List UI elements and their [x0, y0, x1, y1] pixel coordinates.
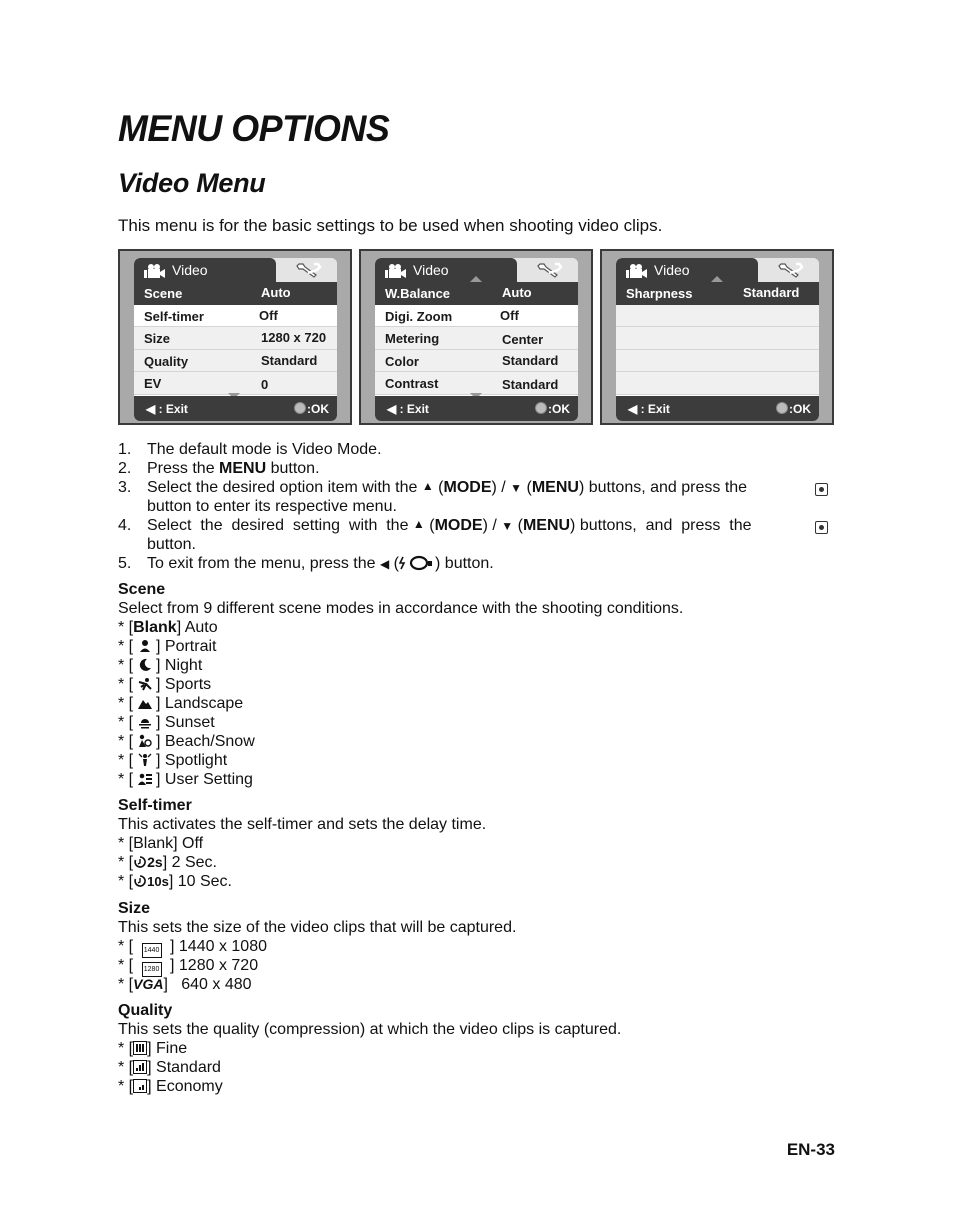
item-label: 1280 x 720 — [178, 957, 259, 974]
menu-row-quality[interactable] — [134, 350, 337, 373]
size-1280-icon: 1280 — [142, 962, 162, 977]
step-text-part: ) / — [491, 479, 511, 496]
self-timer-item-off: * [Blank] Off — [118, 835, 204, 852]
empty-row — [616, 327, 819, 350]
set-button-icon — [815, 483, 828, 496]
step-number: 2. — [118, 460, 132, 477]
step-number: 4. — [118, 517, 132, 534]
step-number: 3. — [118, 479, 132, 496]
menu-panel — [134, 258, 337, 421]
self-timer-item-10s: * [ 10s] 10 Sec. — [118, 873, 232, 890]
self-timer-flash-icon — [399, 555, 435, 571]
size-item-1440: * [ 1440 ] 1440 x 1080 — [118, 938, 267, 958]
exit-hint[interactable] — [387, 402, 429, 416]
step-text-part: button. — [266, 460, 320, 477]
quality-description: This sets the quality (compression) at which the video clips is captured. — [118, 1021, 622, 1038]
menu-footer — [134, 396, 337, 421]
step-text: button. — [147, 536, 196, 553]
step-text-part: ) / — [482, 517, 502, 534]
item-label: 2 Sec. — [171, 854, 217, 871]
exit-label: : Exit — [399, 402, 429, 416]
row-label: W.Balance — [385, 286, 451, 301]
night-icon — [138, 658, 152, 672]
scene-item-spotlight: * [ ] Spotlight — [118, 752, 228, 769]
item-label: Beach/Snow — [164, 733, 255, 750]
video-camera-icon — [626, 263, 648, 279]
step-number: 5. — [118, 555, 132, 572]
spotlight-icon — [138, 753, 152, 767]
menu-panel — [616, 258, 819, 421]
row-value: Auto — [502, 285, 532, 300]
quality-item-fine: * [ ] Fine — [118, 1040, 188, 1057]
timer-2s-label: 2s — [147, 854, 163, 870]
tab-video[interactable] — [616, 258, 758, 282]
ok-label: :OK — [789, 402, 811, 416]
menu-screen-3 — [600, 249, 834, 425]
economy-quality-icon — [133, 1079, 147, 1093]
item-label: 1440 x 1080 — [178, 938, 267, 955]
row-value: Center — [502, 332, 544, 348]
step-text: Select the desired option item with the ▲ (MODE) / ▼ (MENU) buttons, and press the — [147, 479, 748, 496]
sunset-icon — [138, 715, 152, 729]
size-heading: Size — [118, 900, 151, 917]
row-label: Digi. Zoom — [385, 308, 453, 324]
item-label: Sports — [164, 676, 212, 693]
item-label: Landscape — [164, 695, 244, 712]
row-value: Standard — [502, 377, 559, 393]
ok-button-icon — [776, 402, 788, 414]
exit-label: : Exit — [640, 402, 670, 416]
item-label: Night — [164, 657, 203, 674]
menu-row-digi-zoom[interactable] — [375, 305, 578, 328]
set-button-icon — [815, 521, 828, 534]
row-label: Metering — [385, 331, 440, 347]
step-text: The default mode is Video Mode. — [147, 441, 382, 458]
left-arrow-icon: ◀ — [387, 402, 400, 416]
step-text-part: Select the desired setting with the — [147, 517, 413, 534]
size-item-vga: * [VGA] 640 x 480 — [118, 976, 252, 993]
item-label: Standard — [156, 1059, 221, 1076]
ok-hint[interactable] — [294, 402, 329, 416]
scene-item-night: * [ ] Night — [118, 657, 203, 674]
size-description: This sets the size of the video clips that will be captured. — [118, 919, 517, 936]
empty-row — [616, 305, 819, 328]
section-title: Video Menu — [118, 168, 266, 198]
exit-hint[interactable] — [146, 402, 188, 416]
video-camera-icon — [144, 263, 166, 279]
step-text-part: To exit from the menu, press the — [147, 555, 380, 572]
quality-heading: Quality — [118, 1002, 173, 1019]
menu-button-name: MENU — [522, 517, 571, 534]
timer-icon — [133, 874, 147, 888]
row-value: Standard — [743, 285, 800, 300]
menu-footer — [616, 396, 819, 421]
tab-label: Video — [654, 262, 690, 278]
ok-hint[interactable] — [776, 402, 811, 416]
empty-row — [616, 372, 819, 395]
step-number: 1. — [118, 441, 132, 458]
scene-item-sports: * [ ] Sports — [118, 676, 212, 693]
ok-label: :OK — [307, 402, 329, 416]
left-arrow-icon: ◀ — [628, 402, 641, 416]
ok-button-icon — [294, 402, 306, 414]
video-camera-icon — [385, 263, 407, 279]
row-label: Scene — [144, 286, 183, 301]
quality-item-standard: * [ ] Standard — [118, 1059, 221, 1076]
row-label: EV — [144, 376, 162, 392]
menu-screen-1 — [118, 249, 352, 425]
left-arrow-icon: ◀ — [146, 402, 159, 416]
menu-row-self-timer[interactable] — [134, 305, 337, 328]
item-label: 10 Sec. — [177, 873, 232, 890]
row-value: 0 — [261, 377, 269, 393]
step-text — [147, 460, 320, 478]
quality-item-economy: * [ ] Economy — [118, 1078, 223, 1095]
item-label: Spotlight — [164, 752, 228, 769]
scene-heading: Scene — [118, 581, 166, 598]
step-text-part: ) buttons, and press the — [570, 517, 752, 534]
menu-button-name: MENU — [531, 479, 579, 496]
row-value: Auto — [261, 285, 291, 300]
menu-button-name: MENU — [219, 460, 267, 477]
left-arrow-icon: ◀ — [380, 557, 390, 571]
row-value: Standard — [502, 352, 559, 368]
tab-label: Video — [413, 262, 449, 278]
item-label: 640 x 480 — [181, 976, 252, 993]
scene-item-landscape: * [ ] Landscape — [118, 695, 244, 712]
row-value: Standard — [261, 352, 318, 368]
fine-quality-icon — [133, 1041, 147, 1055]
self-timer-description: This activates the self-timer and sets the delay time. — [118, 816, 487, 833]
exit-hint[interactable] — [628, 402, 670, 416]
row-label: Self-timer — [144, 308, 204, 324]
step-text: Select the desired setting with the ▲ (MODE) / ▼ (MENU) buttons, and press the — [147, 517, 752, 534]
exit-label: : Exit — [158, 402, 188, 416]
step-text-part: button. — [444, 555, 494, 572]
row-value: 1280 x 720 — [261, 330, 327, 346]
down-arrow-icon: ▼ — [501, 519, 514, 533]
step-text: button to enter its respective menu. — [147, 498, 397, 515]
wrench-icon[interactable] — [535, 261, 563, 279]
vga-icon: VGA — [133, 976, 164, 992]
intro-text: This menu is for the basic settings to be used when shooting video clips. — [118, 216, 663, 235]
standard-quality-icon — [133, 1060, 147, 1074]
self-timer-heading: Self-timer — [118, 797, 192, 814]
menu-panel — [375, 258, 578, 421]
landscape-icon — [138, 696, 152, 710]
item-label: Auto — [184, 619, 218, 636]
page-number: EN-33 — [786, 1140, 835, 1159]
scene-item-auto: * [Blank] Auto — [118, 619, 218, 636]
empty-row — [616, 350, 819, 373]
mode-button-name: MODE — [443, 479, 492, 496]
scene-item-sunset: * [ ] Sunset — [118, 714, 215, 731]
down-arrow-icon: ▼ — [510, 481, 523, 495]
timer-10s-label: 10s — [147, 874, 169, 889]
step-text-part: Select the desired option item with the — [147, 479, 422, 496]
item-label: User Setting — [164, 771, 253, 788]
mode-button-name: MODE — [434, 517, 483, 534]
item-label: Portrait — [164, 638, 217, 655]
self-timer-item-2s: * [ 2s] 2 Sec. — [118, 854, 217, 871]
size-item-1280: * [ 1280 ] 1280 x 720 — [118, 957, 258, 977]
scene-item-beach-snow: * [ ] Beach/Snow — [118, 733, 255, 750]
row-label: Size — [144, 331, 171, 347]
sports-icon — [138, 677, 152, 691]
step-text-part: Press the — [147, 460, 220, 477]
scene-item-user-setting: * [ ] User Setting — [118, 771, 253, 788]
menu-row-color[interactable] — [375, 350, 578, 373]
tab-video[interactable] — [375, 258, 517, 282]
menu-footer — [375, 396, 578, 421]
row-label: Sharpness — [626, 286, 693, 301]
portrait-icon — [138, 639, 152, 653]
menu-row-scene[interactable] — [134, 282, 337, 305]
ok-hint[interactable] — [535, 402, 570, 416]
row-label: Color — [385, 353, 419, 369]
page-title: MENU OPTIONS — [118, 108, 390, 149]
beach-snow-icon — [138, 734, 152, 748]
tab-label: Video — [172, 262, 208, 278]
menu-row-size[interactable] — [134, 327, 337, 350]
menu-row-sharpness[interactable] — [616, 282, 819, 305]
menu-row-metering[interactable] — [375, 327, 578, 350]
step-text-part: ) buttons, and press the — [578, 479, 748, 496]
ok-button-icon — [535, 402, 547, 414]
menu-row-ev[interactable] — [134, 372, 337, 395]
item-label: Fine — [156, 1040, 188, 1057]
user-setting-icon — [138, 772, 152, 786]
tab-bar — [134, 258, 337, 282]
item-label: Economy — [156, 1078, 223, 1095]
ok-label: :OK — [548, 402, 570, 416]
wrench-icon[interactable] — [776, 261, 804, 279]
menu-row-white-balance[interactable] — [375, 282, 578, 305]
menu-row-contrast[interactable] — [375, 372, 578, 395]
up-arrow-icon: ▲ — [412, 517, 425, 531]
item-label: Sunset — [164, 714, 215, 731]
up-arrow-icon: ▲ — [421, 479, 434, 493]
row-value: Off — [500, 307, 519, 323]
blank-label: Blank — [133, 619, 177, 636]
wrench-icon[interactable] — [294, 261, 322, 279]
timer-icon — [133, 855, 147, 869]
menu-screen-2 — [359, 249, 593, 425]
size-1440-icon: 1440 — [142, 943, 162, 958]
row-label: Quality — [144, 353, 189, 369]
row-value: Off — [259, 307, 278, 323]
row-label: Contrast — [385, 376, 439, 392]
scene-item-portrait: * [ ] Portrait — [118, 638, 217, 655]
scene-description: Select from 9 different scene modes in accordance with the shooting conditions. — [118, 600, 684, 617]
step-text: To exit from the menu, press the ◀ ( ) button. — [147, 555, 494, 572]
tab-video[interactable] — [134, 258, 276, 282]
